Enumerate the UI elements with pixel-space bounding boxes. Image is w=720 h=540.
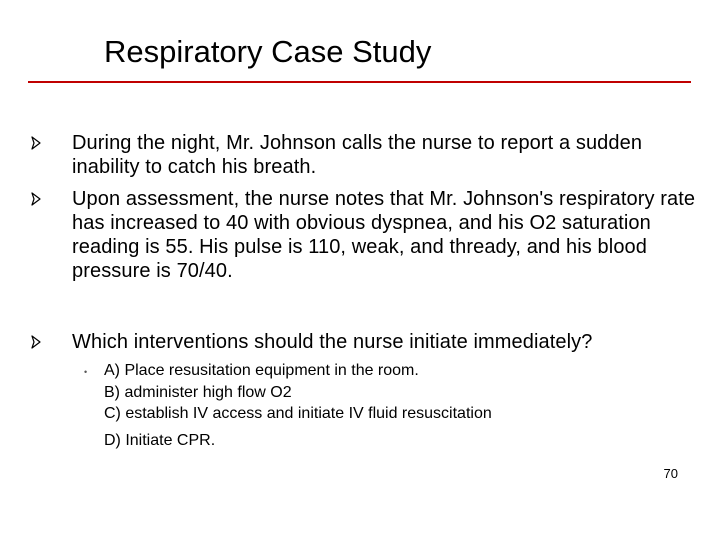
slide-title: Respiratory Case Study	[104, 34, 432, 69]
bullet-text: During the night, Mr. Johnson calls the nurse to report a sudden inability to catch his breath.	[72, 132, 643, 178]
bullet-text: Which interventions should the nurse initiate immediately?	[72, 331, 593, 353]
chevron-right-arrow-icon	[30, 330, 44, 354]
answer-option-b: B) administer high flow O2	[104, 383, 292, 401]
bullet-text: Upon assessment, the nurse notes that Mr. Johnson's respiratory rate has increased to 40 with obvious dyspnea, and his O2 saturation reading is 55. His pulse is 110, weak, and thready, and his blood pressure is 70/40.	[72, 188, 696, 282]
answer-option-c: C) establish IV access and initiate IV fluid resuscitation	[104, 405, 492, 422]
page-number: 70	[663, 466, 678, 481]
chevron-right-arrow-icon	[30, 187, 44, 211]
answer-option-a: A) Place resusitation equipment in the room.	[104, 362, 419, 379]
title-underline	[28, 81, 691, 83]
chevron-right-arrow-icon	[30, 131, 44, 155]
answer-option-d: D) Initiate CPR.	[104, 431, 216, 449]
answer-options	[104, 360, 664, 451]
sub-bullet-dot: •	[84, 367, 88, 377]
